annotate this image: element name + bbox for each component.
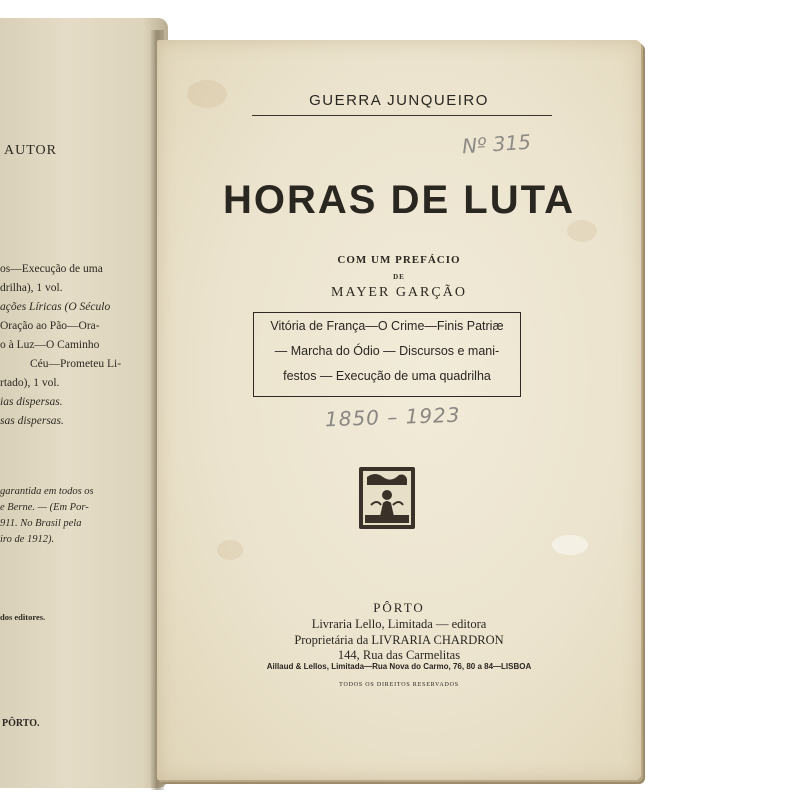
contents-line: — Marcha do Ódio — Discursos e mani-	[274, 344, 500, 358]
publisher-line: 144, Rua das Carmelitas	[337, 648, 461, 662]
left-page-line: 911. No Brasil pela	[0, 518, 82, 529]
left-page-heading: AUTOR	[4, 143, 57, 158]
preface-de: DE	[393, 273, 405, 281]
left-page-line: rtado), 1 vol.	[0, 377, 60, 389]
publisher-line: Livraria Lello, Limitada — editora	[311, 617, 487, 631]
left-page-line: e Berne. — (Em Por-	[0, 502, 89, 513]
handwritten-number: Nº 315	[461, 129, 532, 159]
left-page-line: ias dispersas.	[0, 396, 63, 408]
contents-box	[253, 312, 521, 397]
left-page-line: Oração ao Pão—Ora-	[0, 320, 100, 332]
left-page-line: o à Luz—O Caminho	[0, 339, 100, 351]
left-page-line: iro de 1912).	[0, 534, 55, 545]
publication-city: PÔRTO	[373, 600, 425, 615]
publisher-address: Aillaud & Lellos, Limitada—Rua Nova do Carmo, 76, 80 a 84—LISBOA	[266, 662, 532, 671]
left-page-line: Céu—Prometeu Li-	[30, 358, 122, 370]
publisher-emblem-icon	[357, 465, 417, 531]
left-page	[0, 18, 168, 788]
author-underline	[252, 115, 552, 116]
title-page	[157, 40, 641, 780]
left-page-line: drilha), 1 vol.	[0, 282, 63, 294]
left-page-line: dos editores.	[0, 612, 46, 622]
preface-label: COM UM PREFÁCIO	[337, 254, 461, 266]
left-page-line: PÔRTO.	[2, 718, 40, 729]
paper-stain	[567, 220, 597, 242]
rights-notice: TODOS OS DIREITOS RESERVADOS	[339, 682, 459, 688]
left-page-line: garantida em todos os	[0, 486, 94, 497]
handwritten-dates: 1850 – 1923	[324, 402, 461, 432]
left-page-line: os—Execução de uma	[0, 263, 103, 275]
contents-line: Vitória de França—O Crime—Finis Patriæ	[270, 319, 504, 333]
preface-author: MAYER GARÇÃO	[331, 285, 467, 300]
author-name: GUERRA JUNQUEIRO	[309, 92, 489, 109]
publisher-line: Proprietária da LIVRARIA CHARDRON	[294, 633, 504, 647]
left-page-line: ações Líricas (O Século	[0, 301, 111, 313]
paper-crease	[552, 535, 588, 555]
book-title: HORAS DE LUTA	[223, 178, 575, 222]
left-page-line: sas dispersas.	[0, 415, 64, 427]
paper-stain	[217, 540, 243, 560]
contents-line: festos — Execução de uma quadrilha	[283, 369, 491, 383]
